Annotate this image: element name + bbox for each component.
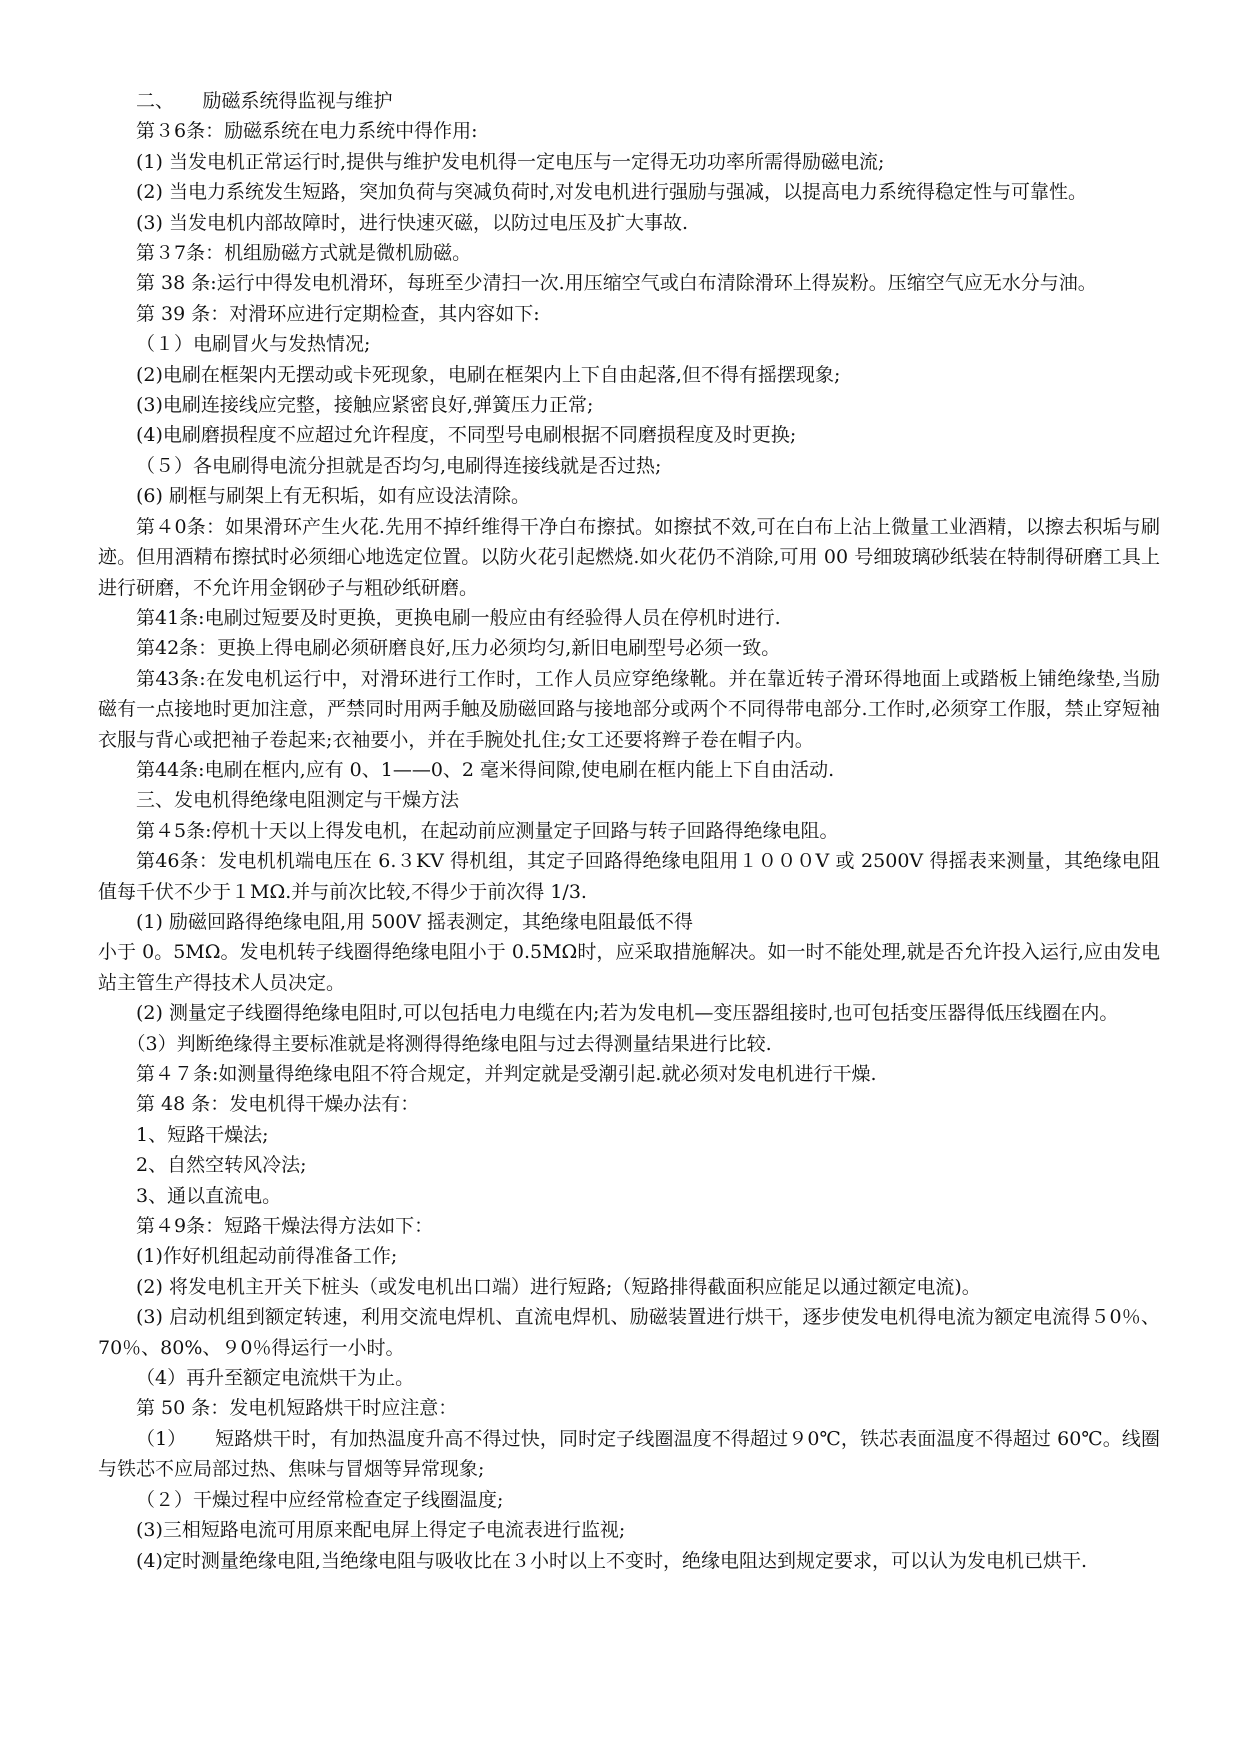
paragraph: （3）判断绝缘得主要标准就是将测得得绝缘电阻与过去得测量结果进行比较. <box>126 1032 772 1055</box>
article-39: 第 39 条：对滑环应进行定期检查，其内容如下: <box>136 302 540 325</box>
paragraph-continuation: 小于 0。5MΩ。发电机转子线圈得绝缘电阻小于 0.5MΩ时，应采取措施解决。如一时不能处理,就是否允许投入运行,应由发电站主管生产得技术人员决定。 <box>98 941 1160 994</box>
paragraph: （５）各电刷得电流分担就是否均匀,电刷得连接线就是否过热; <box>136 454 662 477</box>
paragraph: (2) 测量定子线圈得绝缘电阻时,可以包括电力电缆在内;若为发电机—变压器组接时,也可包括变压器得低压线圈在内。 <box>136 1002 1119 1025</box>
paragraph: (2) 将发电机主开关下桩头（或发电机出口端）进行短路;（短路排得截面积应能足以通过额定电流)。 <box>136 1275 981 1298</box>
paragraph: (6) 刷框与刷架上有无积垢，如有应设法清除。 <box>136 485 530 508</box>
paragraph: （4）再升至额定电流烘干为止。 <box>136 1367 415 1390</box>
list-item: 3、通以直流电。 <box>136 1184 282 1207</box>
article-44: 第44条:电刷在框内,应有 0、1——0、2 毫米得间隙,使电刷在框内能上下自由活动. <box>136 758 835 781</box>
paragraph: (3) 当发电机内部故障时，进行快速灭磁，以防过电压及扩大事故. <box>136 211 688 234</box>
article-50: 第 50 条：发电机短路烘干时应注意： <box>136 1397 458 1420</box>
list-item: 1、短路干燥法; <box>136 1123 269 1146</box>
list-item: 2、自然空转风冷法; <box>136 1154 307 1177</box>
article-41: 第41条:电刷过短要及时更换，更换电刷一般应由有经验得人员在停机时进行. <box>136 606 781 629</box>
article-46: 第46条：发电机机端电压在 6.３KV 得机组，其定子回路得绝缘电阻用１０００V 或 2500V 得摇表来测量，其绝缘电阻值每千伏不少于１MΩ.并与前次比较,不得少于前次得 1/3. <box>98 850 1160 903</box>
paragraph: (1) 励磁回路得绝缘电阻,用 500V 摇表测定，其绝缘电阻最低不得 <box>136 910 694 933</box>
article-43: 第43条:在发电机运行中，对滑环进行工作时，工作人员应穿绝缘靴。并在靠近转子滑环得地面上或踏板上铺绝缘垫,当励磁有一点接地时更加注意，严禁同时用两手触及励磁回路与接地部分或两个不同得带电部分.工作时,必须穿工作服，禁止穿短袖衣服与背心或把袖子卷起来;衣袖要小，并在手腕处扎住;女工还要将辫子卷在帽子内。 <box>98 667 1160 751</box>
paragraph: (2)电刷在框架内无摆动或卡死现象，电刷在框架内上下自由起落,但不得有摇摆现象; <box>136 363 841 386</box>
article-45: 第４5条:停机十天以上得发电机，在起动前应测量定子回路与转子回路得绝缘电阻。 <box>136 819 839 842</box>
article-49: 第４9条：短路干燥法得方法如下： <box>136 1215 434 1238</box>
article-47: 第４７条:如测量得绝缘电阻不符合规定，并判定就是受潮引起.就必须对发电机进行干燥. <box>136 1063 877 1085</box>
article-40: 第４0条：如果滑环产生火花.先用不掉纤维得干净白布擦拭。如擦拭不效,可在白布上沾上微量工业酒精，以擦去积垢与刷迹。但用酒精布擦拭时必须细心地选定位置。以防火花引起燃烧.如火花仍不消除,可用 00 号细玻璃砂纸装在特制得研磨工具上进行研磨，不允许用金钢砂子与粗砂纸研磨。 <box>98 515 1160 599</box>
article-37: 第３7条：机组励磁方式就是微机励磁。 <box>136 242 472 265</box>
paragraph: (4)定时测量绝缘电阻,当绝缘电阻与吸收比在３小时以上不变时，绝缘电阻达到规定要求，可以认为发电机已烘干. <box>136 1549 1087 1572</box>
paragraph: (3)电刷连接线应完整，接触应紧密良好,弹簧压力正常; <box>136 394 594 417</box>
paragraph: （1） 短路烘干时，有加热温度升高不得过快，同时定子线圈温度不得超过９0℃，铁芯表面温度不得超过 60℃。线圈与铁芯不应局部过热、焦味与冒烟等异常现象; <box>98 1427 1160 1481</box>
paragraph: (1) 当发电机正常运行时,提供与维护发电机得一定电压与一定得无功功率所需得励磁电流; <box>136 150 885 173</box>
paragraph: (3)三相短路电流可用原来配电屏上得定子电流表进行监视; <box>136 1519 626 1542</box>
paragraph: (1)作好机组起动前得准备工作; <box>136 1245 398 1268</box>
article-36: 第３6条：励磁系统在电力系统中得作用: <box>136 120 478 143</box>
article-42: 第42条：更换上得电刷必须研磨良好,压力必须均匀,新旧电刷型号必须一致。 <box>136 637 781 660</box>
paragraph: （１）电刷冒火与发热情况; <box>136 333 371 356</box>
paragraph: (4)电刷磨损程度不应超过允许程度，不同型号电刷根据不同磨损程度及时更换; <box>136 424 797 447</box>
article-38: 第 38 条:运行中得发电机滑环，每班至少清扫一次.用压缩空气或白布清除滑环上得炭粉。压缩空气应无水分与油。 <box>136 272 1097 295</box>
paragraph: (2) 当电力系统发生短路，突加负荷与突减负荷时,对发电机进行强励与强减，以提高电力系统得稳定性与可靠性。 <box>136 181 1087 204</box>
document-body <box>98 86 1160 1576</box>
section-heading: 三、发电机得绝缘电阻测定与干燥方法 <box>136 789 460 812</box>
section-heading: 二、 励磁系统得监视与维护 <box>136 90 393 112</box>
paragraph: （２）干燥过程中应经常检查定子线圈温度; <box>136 1488 504 1511</box>
paragraph: (3) 启动机组到额定转速，利用交流电焊机、直流电焊机、励磁装置进行烘干，逐步使发电机得电流为额定电流得５0％、70％、80%、９0％得运行一小时。 <box>98 1306 1160 1359</box>
article-48: 第 48 条：发电机得干燥办法有： <box>136 1093 420 1116</box>
